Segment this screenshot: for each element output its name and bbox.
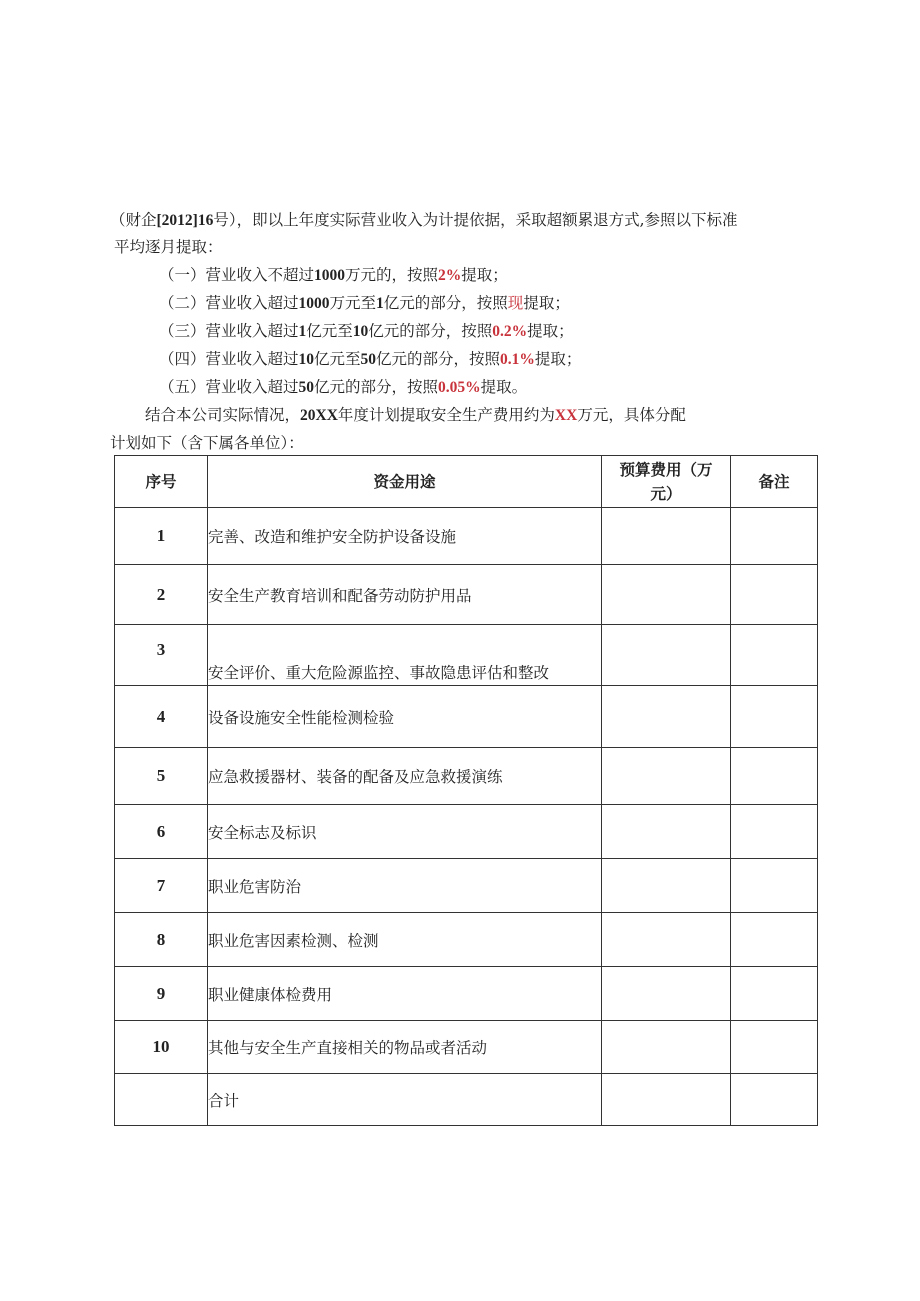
tier-5-suffix: 提取。 [480, 378, 528, 396]
row-no: 3 [115, 625, 208, 686]
tier-5-mid: 亿元的部分，按照 [314, 378, 439, 396]
header-purpose: 资金用途 [208, 456, 602, 508]
table-row [115, 748, 818, 805]
tier-4-mid1: 亿元至 [314, 350, 361, 368]
row-budget-cell[interactable] [602, 913, 731, 967]
tier-5-limit: 50 [298, 379, 315, 396]
tier-5-rate: 0.05% [438, 379, 481, 396]
row-remark-cell[interactable] [731, 913, 818, 967]
total-no [115, 1074, 208, 1126]
tier-4-suffix: 提取； [534, 350, 582, 368]
header-budget [602, 456, 731, 508]
tier-3-rate: 0.2% [492, 323, 528, 340]
table-total-row [115, 1074, 818, 1126]
row-budget-cell[interactable] [602, 967, 731, 1021]
tier-2-lower: 1000 [298, 295, 330, 312]
tier-2-rate: 现 [507, 294, 524, 312]
tier-2-prefix: （二）营业收入超过 [159, 294, 299, 312]
tier-4-mid2: 亿元的部分，按照 [376, 350, 501, 368]
plan-text-b: 年度计划提取安全生产费用约为 [337, 406, 555, 424]
tier-3-prefix: （三）营业收入超过 [159, 322, 299, 340]
table-row [115, 625, 818, 686]
row-no: 5 [115, 748, 208, 805]
row-purpose: 职业危害防治 [208, 859, 602, 913]
tier-4-rate: 0.1% [500, 351, 535, 368]
row-purpose: 安全评价、重大危险源监控、事故隐患评估和整改 [208, 625, 602, 686]
row-remark-cell[interactable] [731, 686, 818, 748]
intro-prefix: （财企 [110, 211, 157, 229]
table-header-row [115, 456, 818, 508]
row-budget-cell[interactable] [602, 565, 731, 625]
row-budget-cell[interactable] [602, 748, 731, 805]
row-no: 6 [115, 805, 208, 859]
plan-line-2: 计划如下（含下属各单位）： [110, 434, 304, 452]
row-budget-cell[interactable] [602, 859, 731, 913]
row-purpose: 应急救援器材、装备的配备及应急救援演练 [208, 748, 602, 805]
tier-3-mid2: 亿元的部分，按照 [368, 322, 493, 340]
tier-2-upper: 1 [376, 295, 384, 312]
header-no: 序号 [115, 456, 208, 508]
row-no: 2 [115, 565, 208, 625]
tier-3-upper: 10 [352, 323, 369, 340]
row-purpose: 设备设施安全性能检测检验 [208, 686, 602, 748]
intro-text: 号），即以上年度实际营业收入为计提依据，采取超额累退方式,参照以下标准 [213, 211, 738, 229]
row-purpose: 职业健康体检费用 [208, 967, 602, 1021]
table-row [115, 805, 818, 859]
row-purpose: 安全标志及标识 [208, 805, 602, 859]
budget-table [114, 455, 818, 1126]
header-remark: 备注 [731, 456, 818, 508]
tier-5 [159, 376, 527, 399]
row-budget-cell[interactable] [602, 1021, 731, 1074]
row-no: 7 [115, 859, 208, 913]
row-budget-cell[interactable] [602, 805, 731, 859]
tier-1-prefix: （一）营业收入不超过 [159, 266, 315, 284]
table-row [115, 565, 818, 625]
row-remark-cell[interactable] [731, 1021, 818, 1074]
tier-4-upper: 50 [360, 351, 377, 368]
tier-4-prefix: （四）营业收入超过 [159, 350, 299, 368]
row-no: 1 [115, 508, 208, 565]
tier-3-mid1: 亿元至 [306, 322, 353, 340]
row-purpose: 完善、改造和维护安全防护设备设施 [208, 508, 602, 565]
row-no: 9 [115, 967, 208, 1021]
tier-4-lower: 10 [298, 351, 315, 368]
tier-2-suffix: 提取； [523, 294, 570, 312]
tier-5-prefix: （五）营业收入超过 [159, 378, 299, 396]
tier-1-mid: 万元的，按照 [345, 266, 439, 284]
table-row [115, 859, 818, 913]
plan-year: 20XX [300, 407, 338, 424]
row-remark-cell[interactable] [731, 748, 818, 805]
document-reference: [2012]16 [156, 212, 214, 229]
row-purpose: 职业危害因素检测、检测 [208, 913, 602, 967]
plan-line-1 [145, 404, 686, 427]
row-budget-cell[interactable] [602, 508, 731, 565]
tier-2-mid1: 万元至 [329, 294, 377, 312]
row-purpose: 安全生产教育培训和配备劳动防护用品 [208, 565, 602, 625]
total-label: 合计 [208, 1074, 602, 1126]
tier-2-mid2: 亿元的部分，按照 [383, 294, 508, 312]
row-no: 4 [115, 686, 208, 748]
intro-line-1 [110, 209, 738, 232]
table-row [115, 967, 818, 1021]
table-row [115, 686, 818, 748]
tier-1 [159, 264, 508, 287]
row-remark-cell[interactable] [731, 859, 818, 913]
row-remark-cell[interactable] [731, 565, 818, 625]
tier-3-lower: 1 [298, 323, 307, 340]
row-budget-cell[interactable] [602, 625, 731, 686]
table-row [115, 913, 818, 967]
row-no: 10 [115, 1021, 208, 1074]
row-purpose: 其他与安全生产直接相关的物品或者活动 [208, 1021, 602, 1074]
tier-1-suffix: 提取； [461, 266, 508, 284]
plan-text-a: 结合本公司实际情况， [145, 406, 301, 424]
header-budget-line1: 预算费用（万 [619, 459, 713, 479]
total-remark-cell[interactable] [731, 1074, 818, 1126]
table-row [115, 1021, 818, 1074]
tier-3 [159, 320, 574, 343]
total-budget-cell[interactable] [602, 1074, 731, 1126]
table-row [115, 508, 818, 565]
row-remark-cell[interactable] [731, 967, 818, 1021]
tier-1-rate: 2% [438, 267, 462, 284]
intro-line-2: 平均逐月提取： [114, 238, 223, 256]
row-no: 8 [115, 913, 208, 967]
row-budget-cell[interactable] [602, 686, 731, 748]
tier-3-suffix: 提取； [527, 322, 574, 340]
row-remark-cell[interactable] [731, 805, 818, 859]
header-budget-line2: 元） [650, 483, 682, 503]
tier-4 [159, 348, 581, 371]
plan-amount: XX [554, 407, 578, 424]
row-remark-cell[interactable] [731, 508, 818, 565]
plan-text-c: 万元，具体分配 [577, 406, 686, 424]
tier-2 [159, 292, 570, 315]
tier-1-limit: 1000 [314, 267, 346, 284]
row-remark-cell[interactable] [731, 625, 818, 686]
